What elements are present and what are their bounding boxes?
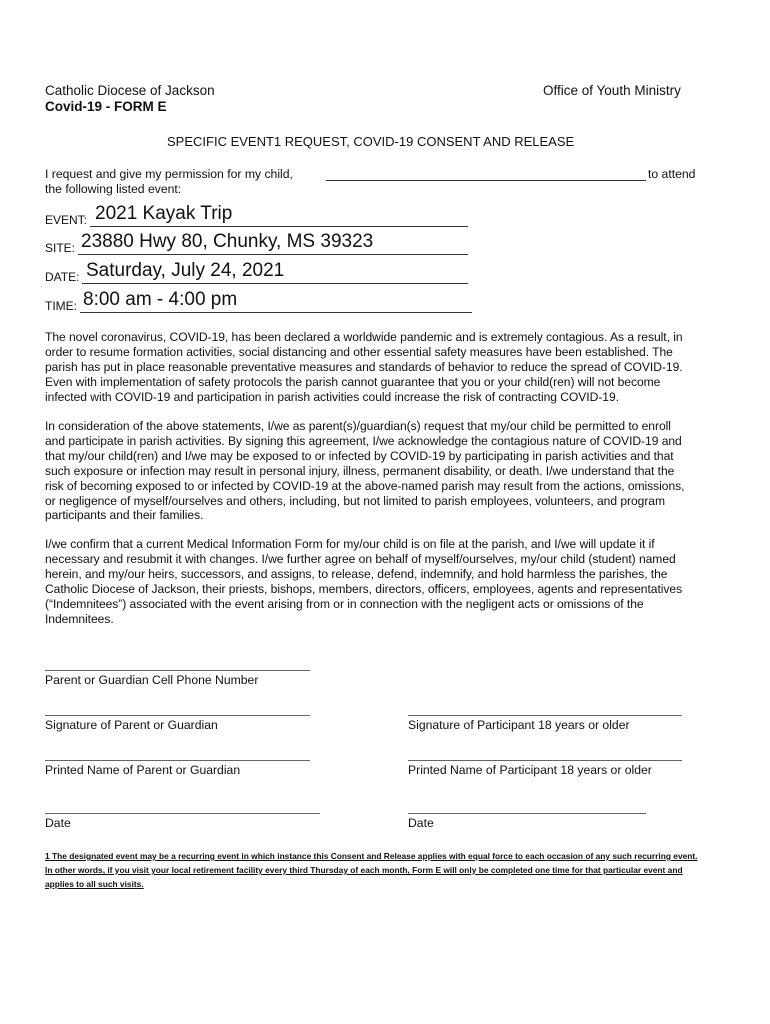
event-line <box>90 226 468 227</box>
event-value[interactable]: 2021 Kayak Trip <box>95 203 233 224</box>
footnote-line: 1 The designated event may be a recurring event in which instance this Consent and Release applies with equal force to each occasion of any such recurring event. <box>45 851 698 861</box>
paragraph-line: Catholic Diocese of Jackson, their priests, bishops, members, directors, officers, employees, agents and representatives <box>45 581 683 596</box>
paragraph-line: Even with implementation of safety protocols the parish cannot guarantee that you or your child(ren) will not become <box>45 374 661 389</box>
paragraph-line: The novel coronavirus, COVID-19, has been declared a worldwide pandemic and is extremely contagious. As a result, in <box>45 330 683 344</box>
site-label: SITE: <box>45 241 76 255</box>
date-right-line[interactable] <box>408 813 646 814</box>
intro-line1-start: I request and give my permission for my child, <box>45 167 293 181</box>
paragraph-consideration <box>45 419 725 523</box>
child-name-line[interactable] <box>326 180 646 181</box>
paragraph-line: or negligence of myself/ourselves and others, including, but not limited to parish employees, volunteers, and program <box>45 493 666 508</box>
paragraph-line: such exposure or infection may result in personal injury, illness, permanent disability, or death. I/we understand that the <box>45 463 675 478</box>
parent-printed-name-label: Printed Name of Parent or Guardian <box>45 763 241 777</box>
intro-line1-end: to attend <box>648 167 696 181</box>
event-label: EVENT: <box>45 213 88 227</box>
paragraph-line: Indemnitees. <box>45 611 114 626</box>
site-value[interactable]: 23880 Hwy 80, Chunky, MS 39323 <box>81 231 374 252</box>
participant-printed-name-line[interactable] <box>408 760 682 761</box>
date-left-label: Date <box>45 816 71 830</box>
paragraph-line: order to resume formation activities, social distancing and other essential safety measures have been established. The <box>45 344 673 359</box>
time-label: TIME: <box>45 299 77 313</box>
diocese-name: Catholic Diocese of Jackson <box>45 83 215 98</box>
paragraph-line: risk of becoming exposed to or infected by COVID-19 at the above-named parish may result from the actions, omissions, <box>45 478 685 493</box>
form-heading: SPECIFIC EVENT1 REQUEST, COVID-19 CONSENT AND RELEASE <box>167 134 575 149</box>
intro-line2: the following listed event: <box>45 182 182 196</box>
footnote-line: applies to all such visits. <box>45 879 144 889</box>
paragraph-line: (“Indemnitees”) associated with the event arising from or in connection with the negligent acts or omissions of the <box>45 596 644 611</box>
footnote-line: In other words, if you visit your local retirement facility every third Thursday of each month, Form E will only be completed one time for that particular event and <box>45 865 683 875</box>
cell-phone-line[interactable] <box>45 670 310 671</box>
site-line <box>78 254 468 255</box>
parent-printed-name-line[interactable] <box>45 760 310 761</box>
participant-signature-line[interactable] <box>408 715 682 716</box>
date-left-line[interactable] <box>45 813 320 814</box>
time-line <box>80 312 472 313</box>
paragraph-covid-notice <box>45 330 725 405</box>
paragraph-line: herein, and my/our heirs, successors, and assigns, to release, defend, indemnify, and hold harmless the parishes, the <box>45 566 668 581</box>
participant-signature-label: Signature of Participant 18 years or older <box>408 718 630 732</box>
paragraph-line: infected with COVID-19 and participation in parish activities could increase the risk of contracting COVID-19. <box>45 389 619 404</box>
office-name: Office of Youth Ministry <box>543 83 681 98</box>
cell-phone-label: Parent or Guardian Cell Phone Number <box>45 673 259 687</box>
paragraph-line: In consideration of the above statements, I/we as parent(s)/guardian(s) request that my/our child be permitted to enroll <box>45 419 671 433</box>
parent-signature-line[interactable] <box>45 715 310 716</box>
parent-signature-label: Signature of Parent or Guardian <box>45 718 218 732</box>
date-line <box>82 283 468 284</box>
paragraph-line: parish has put in place reasonable preventative measures and standards of behavior to reduce the spread of COVID-19. <box>45 359 683 374</box>
date-label: DATE: <box>45 270 80 284</box>
date-right-label: Date <box>408 816 434 830</box>
participant-printed-name-label: Printed Name of Participant 18 years or older <box>408 763 652 777</box>
paragraph-line: necessary and resubmit it with changes. I/we further agree on behalf of myself/ourselves, my/our child (student) named <box>45 551 676 566</box>
date-value[interactable]: Saturday, July 24, 2021 <box>86 260 285 281</box>
form-title: Covid-19 - FORM E <box>45 99 167 114</box>
paragraph-line: and participate in parish activities. By signing this agreement, I/we acknowledge the contagious nature of COVID-19 and <box>45 433 682 448</box>
paragraph-release <box>45 537 725 626</box>
paragraph-line: participants and their families. <box>45 508 204 523</box>
time-value[interactable]: 8:00 am - 4:00 pm <box>83 289 238 310</box>
paragraph-line: that my/our child(ren) and I/we may be exposed to or infected by COVID-19 by participating in parish activities and that <box>45 448 674 463</box>
paragraph-line: I/we confirm that a current Medical Information Form for my/our child is on file at the parish, and I/we will update it if <box>45 537 655 551</box>
